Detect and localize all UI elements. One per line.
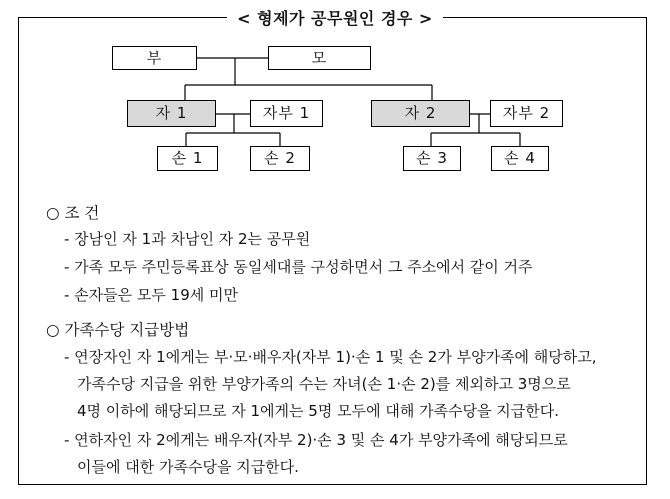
son2-box: 자 2 xyxy=(371,100,470,127)
grandchild2-box: 손 2 xyxy=(250,146,310,171)
father-box: 부 xyxy=(112,46,197,70)
son2-wife-box: 자부 2 xyxy=(490,100,563,127)
grandchild4-box: 손 4 xyxy=(491,146,549,171)
page-title: < 형제가 공무원인 경우 > xyxy=(227,7,443,31)
condition-item: - 손자들은 모두 19세 미만 xyxy=(64,286,238,304)
grandchild3-box: 손 3 xyxy=(403,146,461,171)
grandchild1-box: 손 1 xyxy=(157,146,218,171)
son1-wife-box: 자부 1 xyxy=(250,100,323,127)
payment-item1-line: 4명 이하에 해당되므로 자 1에게는 5명 모두에 대해 가족수당을 지급한다. xyxy=(77,402,560,420)
payment-item2-line: - 연하자인 자 2에게는 배우자(자부 2)·손 3 및 손 4가 부양가족에 해당되므로 xyxy=(64,431,568,449)
conditions-heading: ○ 조 건 xyxy=(46,204,100,222)
mother-box: 모 xyxy=(268,46,371,70)
condition-item: - 장남인 자 1과 차남인 자 2는 공무원 xyxy=(64,230,311,248)
payment-item1-line: - 연장자인 자 1에게는 부·모·배우자(자부 1)·손 1 및 손 2가 부양가족에 해당하고, xyxy=(64,348,597,366)
condition-item: - 가족 모두 주민등록표상 동일세대를 구성하면서 그 주소에서 같이 거주 xyxy=(64,258,533,276)
payment-heading: ○ 가족수당 지급방법 xyxy=(46,321,190,339)
payment-item1-line: 가족수당 지급을 위한 부양가족의 수는 자녀(손 1·손 2)를 제외하고 3명으로 xyxy=(77,375,571,393)
payment-item2-line: 이들에 대한 가족수당을 지급한다. xyxy=(77,458,299,476)
son1-box: 자 1 xyxy=(127,100,216,127)
